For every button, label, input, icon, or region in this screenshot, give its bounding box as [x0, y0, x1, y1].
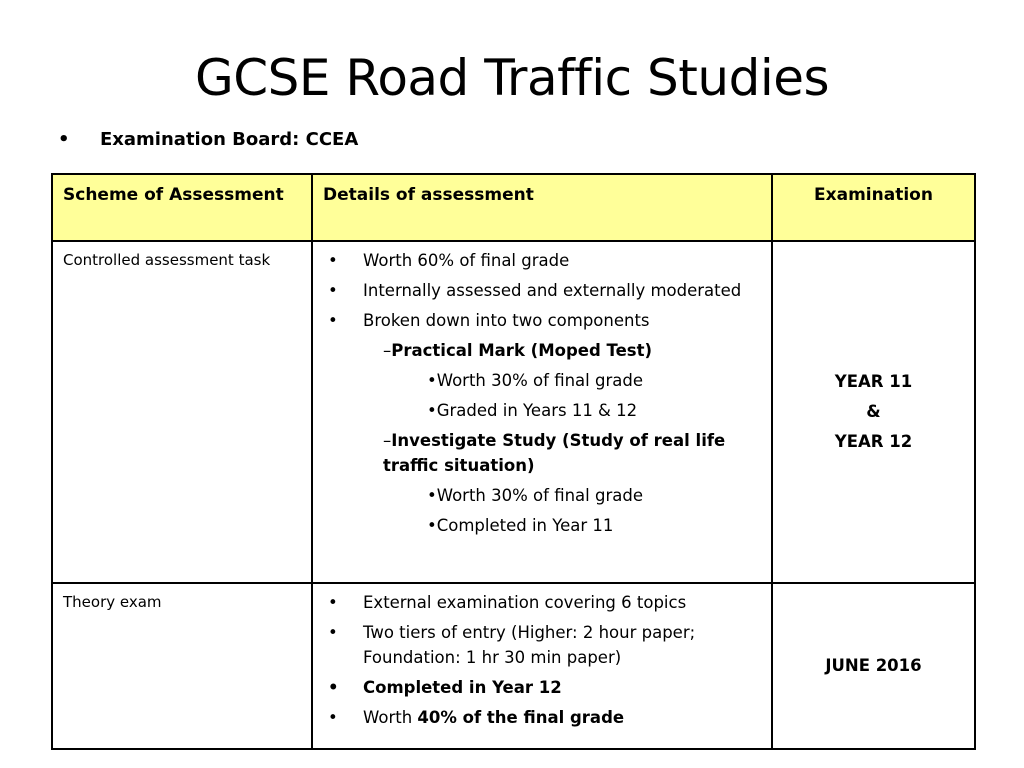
component-practical: [323, 338, 761, 363]
bullet-emphasis: 40% of the final grade: [417, 708, 625, 727]
scheme-cell: Controlled assessment task: [52, 241, 312, 583]
exam-cell: JUNE 2016: [772, 583, 975, 749]
table-row: [52, 583, 975, 749]
list-item: •Worth 30% of final grade: [427, 371, 643, 390]
component-title: Investigate Study (Study of real life traffic situation): [383, 431, 726, 475]
list-item: • Worth 60% of final grade: [323, 248, 761, 273]
dash-marker: –: [383, 431, 392, 450]
list-item: • Internally assessed and externally moderated: [323, 278, 761, 303]
list-item: • Two tiers of entry (Higher: 2 hour paper; Foundation: 1 hr 30 min paper): [323, 620, 761, 670]
component-title: Practical Mark (Moped Test): [391, 341, 653, 360]
details-list: [323, 248, 761, 333]
exam-board-label: Examination Board: CCEA: [100, 129, 359, 150]
bullet-marker: •: [58, 129, 70, 150]
table-header-row: [52, 174, 975, 241]
assessment-table: [51, 173, 976, 750]
list-item: • External examination covering 6 topics: [323, 590, 761, 615]
list-item: • Completed in Year 12: [323, 675, 761, 700]
header-scheme: Scheme of Assessment: [52, 174, 312, 241]
dash-marker: –: [383, 341, 392, 360]
component-investigate: [323, 428, 761, 478]
header-examination: Examination: [772, 174, 975, 241]
list-item: • Broken down into two components: [323, 308, 761, 333]
exam-cell: [772, 241, 975, 583]
scheme-cell: Theory exam: [52, 583, 312, 749]
slide-title: GCSE Road Traffic Studies: [194, 49, 830, 107]
list-item: •Worth 30% of final grade: [427, 486, 643, 505]
list-item: [323, 705, 761, 730]
details-list: [323, 590, 761, 730]
header-details: Details of assessment: [312, 174, 772, 241]
exam-line: YEAR 12: [834, 432, 913, 451]
exam-board-line: [58, 128, 358, 152]
exam-line: &: [866, 402, 881, 421]
bullet-prefix: Worth: [363, 708, 418, 727]
details-cell: [312, 583, 772, 749]
exam-line: YEAR 11: [834, 372, 913, 391]
details-cell: [312, 241, 772, 583]
table-row: [52, 241, 975, 583]
list-item: •Completed in Year 11: [427, 516, 614, 535]
list-item: •Graded in Years 11 & 12: [427, 401, 638, 420]
